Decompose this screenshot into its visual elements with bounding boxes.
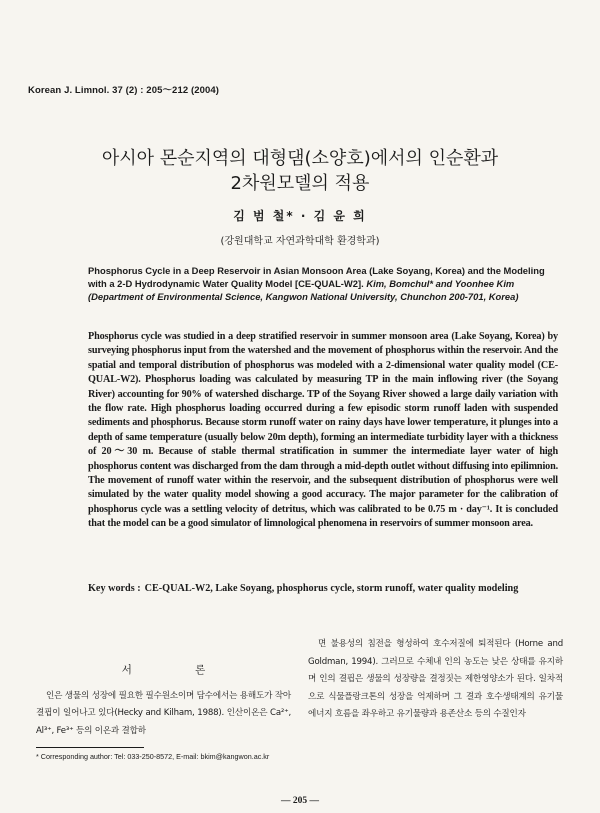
abstract: Phosphorus cycle was studied in a deep stratified reservoir in summer monsoon area (Lake Soyang, Korea) by surveying phosphorus input from the watershed and the movement of phosphorus within the reservoir. And the spatial and temporal distribution of phosphorus was modeled with a 2-dimensional water quality model (CE-QUAL-W2). Phosphorus loading was calculated by measuring TP in the main inflowing river (the Soyang River) accounting for 90% of watershed discharge. TP of the Soyang River showed a large daily variation with the flow rate. High phosphorus loading occurred during a few episodic storm runoff laden with suspended sediments and phosphorus. Because storm runoff water on rainy days have lower temperature, it plunges into a depth of same temperature (usually below 20m depth), forming an intermediate turbidity layer with a thickness of 20～30 m. Because of stable thermal stratification in summer the intermediate layer water of high phosphorus content was discharged from the dam through a mid-depth outlet without diffusing into epilimnion. The movement of runoff water within the reservoir, and the subsequent distribution of phosphorus were well simulated by the water quality model showing a good accuracy. The major parameter for the calibration of phosphorus cycle was a settling velocity of detritus, which was calibrated to be 0.75 m · day⁻¹. It is concluded that the model can be a good simulator of limnological phenomena in reservoirs of summer monsoon area. bbox=[88, 331, 558, 530]
right-column-paragraph: 면 불용성의 침전을 형성하여 호수저질에 퇴적된다 (Horne and Goldman, 1994). 그러므로 수체내 인의 농도는 낮은 상태를 유지하며 인의 결핍은 생물의 성장량을 결정짓는 제한영양소가 된다. 일차적으로 식물플랑크톤의 성장을 억제하며 그 결과 호수생태계의 유기물 에너지 흐름을 좌우하고 유기물량과 용존산소 등의 수질인자 bbox=[308, 639, 563, 719]
page-number: — 205 — bbox=[281, 796, 319, 806]
section-heading: 서 론 bbox=[121, 664, 236, 676]
keywords-label: Key words : bbox=[88, 583, 141, 594]
keywords-block bbox=[88, 582, 558, 596]
affiliation-korean: (강원대학교 자연과학대학 환경학과) bbox=[220, 236, 380, 247]
left-column bbox=[36, 634, 291, 740]
footnote-divider bbox=[36, 747, 144, 748]
title-korean-line-1: 아시아 몬순지역의 대형댐(소양호)에서의 인순환과 bbox=[101, 148, 499, 169]
title-korean-line-2: 2차원모델의 적용 bbox=[230, 173, 370, 194]
authors-english-affiliation: Kim, Bomchul* and Yoonhee Kim (Department of Environmental Science, Kangwon National University, Chunchon 200-701, Korea) bbox=[88, 278, 519, 302]
english-title-block bbox=[88, 264, 558, 303]
left-column-paragraph: 인은 생물의 성장에 필요한 필수원소이며 담수에서는 용해도가 작아 결핍이 일어나고 있다(Hecky and Kilham, 1988). 인산이온은 Ca²⁺, Al³⁺, Fe³⁺ 등의 이온과 결합하 bbox=[36, 690, 291, 736]
keywords-text: CE-QUAL-W2, Lake Soyang, phosphorus cycle, storm runoff, water quality modeling bbox=[144, 583, 519, 594]
right-column bbox=[308, 636, 563, 724]
title-english: Phosphorus Cycle in a Deep Reservoir in Asian Monsoon Area (Lake Soyang, Korea) and the Modeling with a 2-D Hydrodynamic Water Quality Model [CE-QUAL-W2]. bbox=[88, 265, 545, 289]
authors-korean: 김 범 철* · 김 윤 희 bbox=[233, 209, 367, 223]
footnote: * Corresponding author: Tel: 033-250-8572, E-mail: bkim@kangwon.ac.kr bbox=[36, 752, 270, 761]
journal-reference: Korean J. Limnol. 37 (2) : 205～212 (2004) bbox=[28, 85, 220, 96]
